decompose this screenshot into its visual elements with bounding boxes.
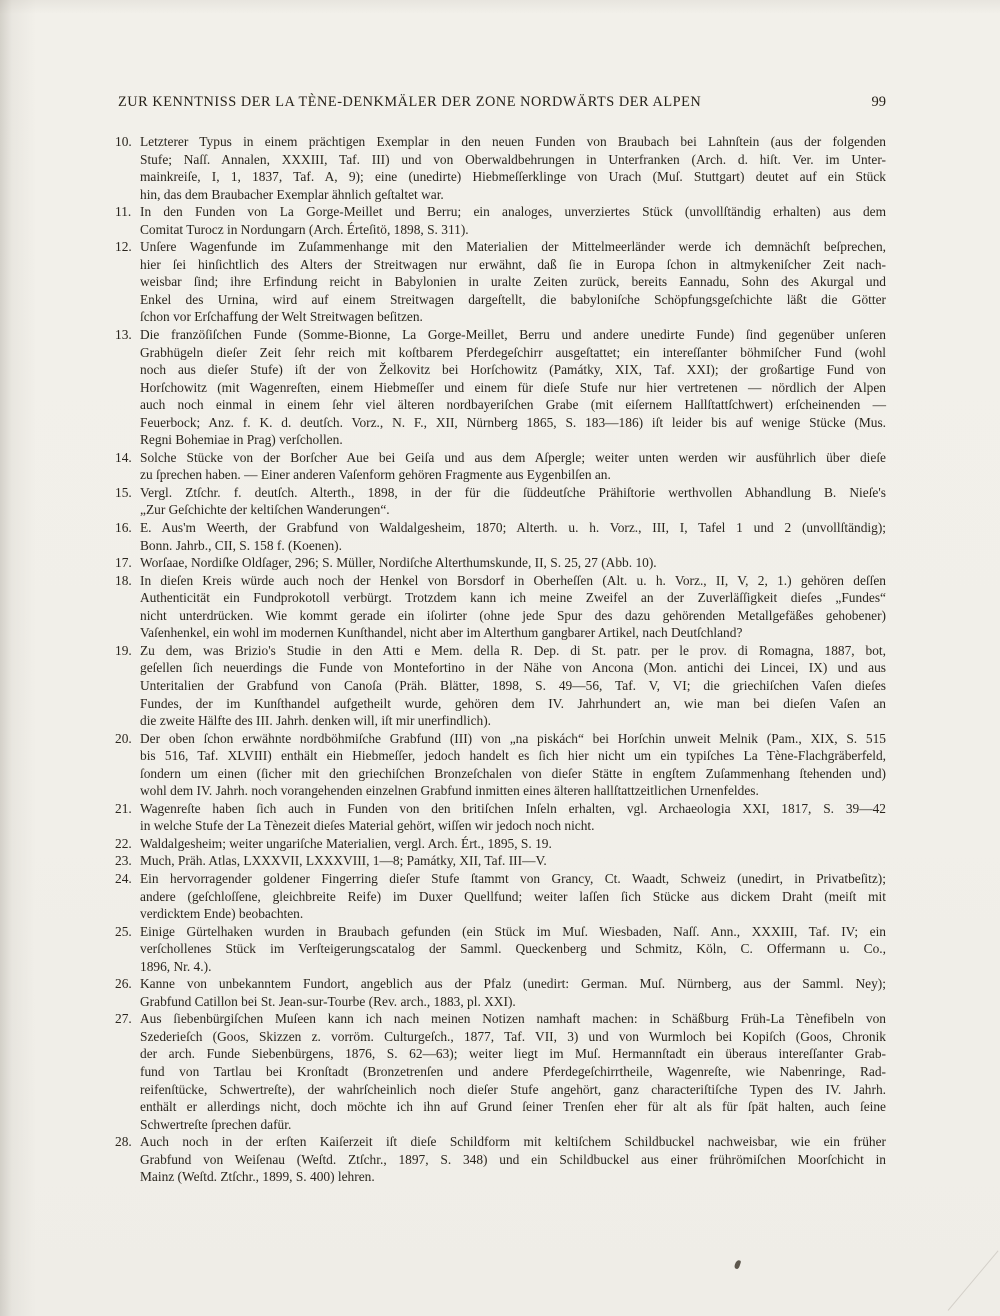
- footnote-number: 27.: [115, 1011, 132, 1027]
- footnote-number: 14.: [115, 449, 132, 465]
- footnote-item: [115, 484, 886, 519]
- footnote-text: [140, 449, 886, 484]
- footnote-line: auch noch einmal in einem ſehr viel älteren nordbayeriſchen Grabe (mit eiſernem Hallſtattſchwert) erſcheinenden —: [140, 397, 886, 413]
- footnote-number: 10.: [115, 134, 132, 149]
- footnote-item: [115, 133, 886, 203]
- footnote-item: [115, 835, 886, 853]
- page-number: 99: [871, 94, 886, 110]
- running-title: ZUR KENNTNISS DER LA TÈNE-DENKMÄLER DER ZONE NORDWÄRTS DER ALPEN: [118, 94, 702, 110]
- footnote-line: Feuerbock; Anz. f. K. d. deutſch. Vorz., N. F., XII, Nürnberg 1865, S. 183—186) iſt leider bis auf wenige Stücke (Mus.: [140, 414, 886, 430]
- footnote-item: [115, 1133, 886, 1186]
- footnote-item: [115, 975, 886, 1010]
- footnote-line: Worſaae, Nordiſke Oldſager, 296; S. Müller, Nordiſche Alterthumskunde, II, S. 25, 27 (Abb. 10).: [140, 555, 657, 571]
- footnote-text: [140, 835, 886, 853]
- footnote-item: [115, 642, 886, 730]
- footnote-line: In den Funden von La Gorge-Meillet und Berru; ein analoges, unverziertes Stück (unvollſtändig erhalten) aus dem: [140, 204, 886, 220]
- footnote-line: Vergl. Ztſchr. f. deutſch. Alterth., 1898, in der für die ſüddeutſche Prähiſtorie werthvollen Abhandlung B. Nieſe's: [140, 484, 886, 500]
- footnote-line: Grabhügeln dieſer Zeit ſehr reich mit koſtbarem Pferdegeſchirr ausgeſtattet; ein intereſſanter böhmiſcher Fund (wohl: [140, 344, 886, 360]
- footnotes-list: [115, 133, 886, 1186]
- footnote-number: 18.: [115, 572, 132, 588]
- footnote-text: [140, 730, 886, 800]
- footnote-number: 26.: [115, 976, 132, 992]
- footnote-line: Horſchowitz (mit Wagenreſten, einem Hiebmeſſer und einem für dieſe Stufe nur hier vertretenen — nördlich der Alpen: [140, 379, 886, 395]
- footnote-line: Szederieſch (Goos, Skizzen z. vorröm. Culturgeſch., 1877, Taf. VII, 3) und von Wurmloch bei Kopiſch (Goos, Chronik: [140, 1028, 886, 1044]
- footnote-line: der arch. Funde Siebenbürgens, 1876, S. 62—63); weiter liegt im Muſ. Hermannſtadt ein überaus intereſſanter Grab-: [140, 1046, 886, 1062]
- footnote-line: Stufe; Naſſ. Annalen, XXXIII, Taf. III) und von Oberwaldbehrungen in Unterfranken (Arch. d. hiſt. Ver. im Unter-: [140, 151, 886, 167]
- footnote-line: enthält er allerdings nicht, doch möchte ich ihn auf Grund ſeiner Trenſen eher für alt als für ſpät halten, auch ſeine: [140, 1099, 886, 1115]
- footnote-line: Much, Präh. Atlas, LXXXVII, LXXXVIII, 1—8; Památky, XII, Taf. III—V.: [140, 853, 547, 869]
- footnote-line: wohl dem IV. Jahrh. noch vorangehenden einzelnen Grabfund inmitten eines älteren hallſtattzeitlichen Urnenfeldes.: [140, 783, 759, 799]
- scan-edge-shadow-top: [0, 0, 1000, 14]
- footnote-line: noch aus dieſer Stufe) iſt der von Želkovitz bei Horſchowitz (Památky, XIX, Taf. XXI); der großartige Fund von: [140, 362, 886, 378]
- footnote-number: 11.: [115, 204, 132, 220]
- footnote-line: ſchon vor Erſchaffung der Welt Streitwagen beſitzen.: [140, 309, 423, 325]
- footnote-line: weisbar ſind; ihre Erfindung reicht in Babylonien in uralte Zeiten zurück, bereits Eannadu, Sohn des Akurgal und: [140, 274, 886, 290]
- footnote-line: fund von Tartlau bei Kronſtadt (Bronzetrenſen und andere Pferdegeſchirrtheile, Wagenreſte, wie Nabenringe, Rad-: [140, 1063, 886, 1079]
- footnote-line: Authenticität ein Fundprokotoll verbürgt. Trotzdem kann ich meine Zweifel an der Zuverläſſigkeit dieſes „Fundes“: [140, 590, 886, 606]
- footnote-number: 15.: [115, 484, 132, 500]
- footnote-line: geſellen ſich neuerdings die Funde von Montefortino in der Nähe von Ancona (Mon. antichi dei Lincei, IX) und aus: [140, 660, 886, 676]
- footnote-line: die zweite Hälfte des III. Jahrh. denken will, iſt mir unerfindlich).: [140, 713, 492, 729]
- footnote-item: [115, 852, 886, 870]
- footnote-line: verſchollenes Stück im Verſteigerungscatalog der Samml. Queckenberg und Schmitz, Köln, C. Offermann u. Co.,: [140, 941, 886, 957]
- footnote-line: „Zur Geſchichte der keltiſchen Wanderungen“.: [140, 502, 390, 518]
- footnote-text: [140, 133, 886, 203]
- page-header: [118, 94, 886, 111]
- footnote-line: Solche Stücke von der Borſcher Aue bei Geiſa und aus dem Aſpergle; weiter unten werden wir ausführlich über dieſe: [140, 449, 886, 465]
- footnote-text: [140, 870, 886, 923]
- footnote-item: [115, 203, 886, 238]
- footnote-line: bis 516, Taf. XLVIII) enthält ein Hiebmeſſer, jedoch handelt es ſich hier nicht um ein typiſches La Tène-Flachgräberfeld,: [140, 748, 886, 764]
- scan-edge-shadow-left: [0, 0, 36, 1316]
- footnote-line: Bonn. Jahrb., CII, S. 158 f. (Koenen).: [140, 537, 342, 553]
- footnote-line: nicht unterdrücken. Wie kommt gerade ein iſolirter (ohne jede Spur des dazu gehörenden Metallgefäßes gehobener): [140, 607, 886, 623]
- footnote-line: Wagenreſte haben ſich auch in Funden von den britiſchen Inſeln erhalten, vgl. Archaeologia XXI, 1817, S. 39—42: [140, 800, 886, 816]
- footnote-text: [140, 572, 886, 642]
- footnote-line: reifenſtücke, Schwertreſte), der wahrſcheinlich noch dieſer Stufe angehört, ganz characteriſtiſche Typen des IV. Jahrh.: [140, 1081, 886, 1097]
- ink-speck: [734, 1259, 742, 1269]
- footnote-item: [115, 923, 886, 976]
- footnote-text: [140, 852, 886, 870]
- page-curl-line: [948, 1250, 999, 1310]
- footnote-number: 24.: [115, 870, 132, 886]
- footnote-number: 25.: [115, 923, 132, 939]
- footnote-number: 28.: [115, 1134, 132, 1150]
- footnote-line: Die franzöſiſchen Funde (Somme-Bionne, La Gorge-Meillet, Berru und andere unedirte Funde) ſind gegenüber unſeren: [140, 327, 886, 343]
- footnote-item: [115, 519, 886, 554]
- footnote-line: mainkreiſe, I, 1, 1837, Taf. A, 9); eine (unedirte) Hiebmeſſerklinge von Urach (Muſ. Stuttgart) deutet auf ein Stück: [140, 169, 886, 185]
- footnote-number: 22.: [115, 835, 132, 851]
- footnote-line: Regni Bohemiae in Prag) verſchollen.: [140, 432, 343, 448]
- footnote-text: [140, 554, 886, 572]
- footnote-item: [115, 800, 886, 835]
- footnote-number: 13.: [115, 327, 132, 343]
- footnote-number: 20.: [115, 730, 132, 746]
- footnote-number: 16.: [115, 520, 132, 536]
- footnote-item: [115, 1010, 886, 1133]
- footnote-line: Einige Gürtelhaken wurden in Braubach gefunden (ein Stück im Muſ. Wiesbaden, Naſſ. Ann., XXXIII, Taf. IV; ein: [140, 923, 886, 939]
- footnote-line: Auch noch in der erſten Kaiſerzeit iſt dieſe Schildform mit keltiſchem Schildbuckel nachweisbar, wie ein früher: [140, 1134, 886, 1150]
- footnote-text: [140, 975, 886, 1010]
- footnote-text: [140, 1010, 886, 1133]
- footnote-line: Grabfund Catillon bei St. Jean-sur-Tourbe (Rev. arch., 1883, pl. XXI).: [140, 993, 516, 1009]
- footnote-text: [140, 800, 886, 835]
- footnote-number: 21.: [115, 800, 132, 816]
- footnote-number: 23.: [115, 853, 132, 869]
- footnote-line: hier ſei hinſichtlich des Alters der Streitwagen nur erwähnt, daß ſie in Europa ſchon in altmykeniſcher Zeit nach-: [140, 256, 886, 272]
- footnote-line: Waldalgesheim; weiter ungariſche Materialien, vergl. Arch. Ért., 1895, S. 19.: [140, 835, 552, 851]
- footnote-text: [140, 642, 886, 730]
- footnote-item: [115, 730, 886, 800]
- footnote-line: Mainz (Weſtd. Ztſchr., 1899, S. 400) lehren.: [140, 1169, 375, 1185]
- footnote-text: [140, 238, 886, 326]
- footnote-item: [115, 449, 886, 484]
- footnote-number: 19.: [115, 642, 132, 658]
- footnote-item: [115, 554, 886, 572]
- footnote-line: hin, das dem Braubacher Exemplar ähnlich geſtaltet war.: [140, 186, 444, 202]
- footnote-line: Unteritalien der Grabfund von Canoſa (Präh. Blätter, 1898, S. 49—56, Taf. V, VI; die griechiſchen Vaſen dieſes: [140, 677, 886, 693]
- footnote-line: 1896, Nr. 4.).: [140, 958, 212, 974]
- footnote-line: andere (geſchloſſene, gleichbreite Reife) im Duxer Quellfund; weiter laſſen ſich Stücke aus dickem Draht (meiſt mit: [140, 888, 886, 904]
- footnote-line: E. Aus'm Weerth, der Grabfund von Waldalgesheim, 1870; Alterth. u. h. Vorz., III, I, Tafel 1 und 2 (unvollſtändig);: [140, 520, 886, 536]
- footnote-item: [115, 238, 886, 326]
- footnote-text: [140, 1133, 886, 1186]
- footnote-line: Schwertreſte ſprechen dafür.: [140, 1116, 292, 1132]
- footnote-number: 12.: [115, 239, 132, 255]
- footnote-line: Der oben ſchon erwähnte nordböhmiſche Grabfund (III) von „na piskách“ bei Horſchin unweit Melnik (Pam., XIX, S. 515: [140, 730, 886, 746]
- footnote-line: Enkel des Urnina, wird auf einem Streitwagen dargeſtellt, die babyloniſche Schöpfungsgeſchichte läßt die Götter: [140, 291, 886, 307]
- footnote-text: [140, 203, 886, 238]
- footnote-text: [140, 923, 886, 976]
- footnote-line: Ein hervorragender goldener Fingerring dieſer Stufe ſtammt von Grancy, Ct. Waadt, Schweiz (unedirt, in Privatbeſitz);: [140, 870, 886, 886]
- footnote-line: in welche Stufe der La Tènezeit dieſes Material gehört, wiſſen wir jedoch noch nicht.: [140, 818, 595, 834]
- footnote-line: Zu dem, was Brizio's Studie in den Atti e Mem. della R. Dep. di St. patr. per le prov. di Romagna, 1887, bot,: [140, 642, 886, 658]
- footnote-line: ſondern um einen (ſicher mit den griechiſchen Bronzeſchalen von dieſer Stätte in engſtem Zuſammenhang ſtehenden und): [140, 765, 886, 781]
- footnote-text: [140, 326, 886, 449]
- footnote-line: verdicktem Ende) beobachten.: [140, 906, 304, 922]
- footnote-line: Unſere Wagenfunde im Zuſammenhange mit den Materialien der Mittelmeerländer werde ich demnächſt beſprechen,: [140, 239, 886, 255]
- footnote-item: [115, 326, 886, 449]
- footnote-line: Grabfund von Weiſenau (Weſtd. Ztſchr., 1897, S. 348) und ein Schildbuckel aus einer frührömiſchen Moorſchicht in: [140, 1151, 886, 1167]
- footnote-line: Aus ſiebenbürgiſchen Muſeen kann ich nach meinen Notizen namhaft machen: in Schäßburg Früh-La Tènefibeln von: [140, 1011, 886, 1027]
- footnote-line: Kanne von unbekanntem Fundort, angeblich aus der Pfalz (unedirt: German. Muſ. Nürnberg, aus der Samml. Ney);: [140, 976, 886, 992]
- footnote-line: In dieſen Kreis würde auch noch der Henkel von Borsdorf in Oberheſſen (Alt. u. h. Vorz., II, V, 2, 1.) gehören deſſen: [140, 572, 886, 588]
- footnote-line: Fundes, der im Kunſthandel aufgetheilt wurde, gehören dem IV. Jahrhundert an, wie man bei dieſen Vaſen an: [140, 695, 886, 711]
- footnote-text: [140, 519, 886, 554]
- footnote-line: Letzterer Typus in einem prächtigen Exemplar in den neuen Funden von Braubach bei Lahnſtein (aus der folgenden: [140, 134, 886, 149]
- footnote-line: Vaſenhenkel, ein wohl im modernen Kunſthandel, nicht aber im Alterthum gangbarer Artikel, nach Deutſchland?: [140, 625, 743, 641]
- footnote-item: [115, 870, 886, 923]
- footnote-item: [115, 572, 886, 642]
- footnote-text: [140, 484, 886, 519]
- footnote-line: zu ſprechen haben. — Einer anderen Vaſenform gehören Fragmente aus Eygenbilſen an.: [140, 467, 611, 483]
- footnote-number: 17.: [115, 555, 132, 571]
- footnote-line: Comitat Turocz in Nordungarn (Arch. Érteſitö, 1898, S. 311).: [140, 221, 469, 237]
